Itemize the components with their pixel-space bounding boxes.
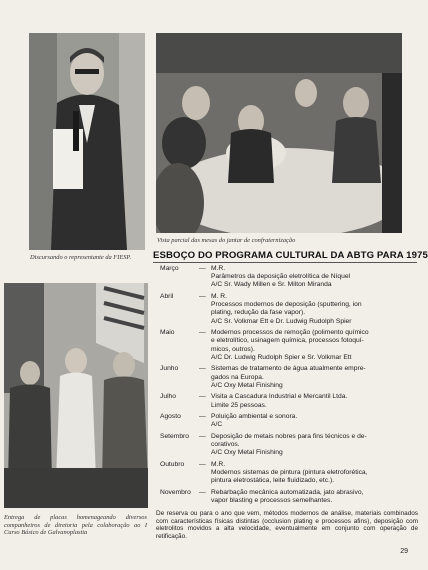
dinner-caption: Vista parcial das mesas do jantar de confraternização (157, 237, 296, 244)
program-line: Modernos sistemas de pintura (pintura eletroforética, (211, 469, 368, 477)
program-row (160, 461, 418, 486)
program-dash: — (199, 393, 206, 401)
program-description (211, 461, 418, 486)
program-description (211, 433, 418, 458)
program-description (211, 265, 418, 290)
footer-paragraph: De reserva ou para o ano que vem, métodos modernos de análise, materiais combinados com características físicas distintas (occlusion plating e processos afins), deposição com eletrolitos movidos a alta velocidade, eventualmente em conjunto com operação de retificação. (156, 510, 418, 540)
program-row (160, 433, 418, 458)
program-line: M.R. (211, 461, 226, 468)
program-line: M. R. (211, 293, 227, 300)
speaker-caption: Discursando o representante da FIESP. (30, 254, 132, 261)
program-line: A/C Oxy Metal Finishing (211, 449, 283, 457)
program-line: Sistemas de tratamento de água atualmente empre- (211, 365, 366, 373)
program-row (160, 293, 418, 326)
speaker-photo (29, 33, 145, 250)
program-month: Agosto (160, 413, 181, 421)
program-line: Rebarbação mecânica automatizada, jato abrasivo, (211, 489, 364, 496)
program-line: Visita a Cascadura Industrial e Mercantil Ltda. (211, 393, 348, 401)
program-dash: — (199, 461, 206, 468)
program-row (160, 413, 418, 429)
program-schedule (160, 265, 418, 509)
program-line: Limite 25 pessoas. (211, 401, 267, 409)
program-row (160, 265, 418, 290)
program-line: micos, outros). (211, 345, 255, 353)
program-dash: — (199, 489, 206, 496)
program-line: A/C (211, 421, 223, 429)
program-month: Março (160, 265, 179, 272)
program-line: Poluição ambiental e sonora. (211, 413, 298, 421)
program-line: Parâmetros da deposição eletrolítica de Níquel (211, 273, 351, 281)
page-number: 29 (400, 548, 408, 555)
program-line: Modernos processos de remoção (polimento químico (211, 329, 369, 337)
program-dash: — (199, 365, 206, 373)
program-row (160, 329, 418, 362)
program-dash: — (199, 413, 206, 421)
program-row (160, 489, 418, 505)
award-caption: Entrega de placas homenageando diversos companheiros de diretoria pela colaboração ao I Curso Básico de Galvanoplastia (4, 514, 147, 537)
program-line: Deposição de metais nobres para fins técnicos e de- (211, 433, 367, 440)
program-line: corativos. (211, 441, 240, 449)
program-description (211, 393, 418, 409)
program-line: A/C Sr. Volkmar Ett e Dr. Ludwig Rudolph Spier (211, 317, 352, 325)
program-description (211, 329, 418, 362)
program-row (160, 393, 418, 409)
program-month: Maio (160, 329, 175, 337)
program-dash: — (199, 293, 206, 300)
program-line: plating, redução da fase vapor). (211, 309, 306, 317)
program-line: e eletrolítico, usinagem química, processos fotoquí- (211, 337, 364, 345)
program-description (211, 489, 418, 505)
program-line: A/C Dr. Ludwig Rudolph Spier e Sr. Volkmar Ett (211, 353, 352, 361)
dinner-photo (156, 33, 402, 233)
program-line: pintura eletrostática, leite fluidizado, etc.). (211, 477, 335, 485)
program-month: Novembro (160, 489, 191, 496)
program-month: Abril (160, 293, 174, 300)
program-dash: — (199, 433, 206, 440)
program-line: Processos modernos de deposição (sputtering, ion (211, 301, 362, 309)
program-month: Outubro (160, 461, 185, 468)
program-line: M.R. (211, 265, 226, 272)
program-line: vapor blasting e processos semelhantes. (211, 497, 333, 505)
program-row (160, 365, 418, 390)
program-line: A/C Sr. Wady Millen e Sr. Milton Miranda (211, 281, 332, 289)
program-description (211, 293, 418, 326)
program-title: ESBOÇO DO PROGRAMA CULTURAL DA ABTG PARA 1975 (153, 250, 428, 261)
program-description (211, 365, 418, 390)
program-dash: — (199, 265, 206, 272)
program-month: Julho (160, 393, 176, 401)
program-month: Junho (160, 365, 179, 373)
program-description (211, 413, 418, 429)
program-line: gados na Europa. (211, 373, 264, 381)
program-month: Setembro (160, 433, 189, 440)
title-divider (153, 262, 417, 263)
program-line: A/C Oxy Metal Finishing (211, 381, 283, 389)
program-dash: — (199, 329, 206, 337)
award-photo (4, 283, 148, 508)
